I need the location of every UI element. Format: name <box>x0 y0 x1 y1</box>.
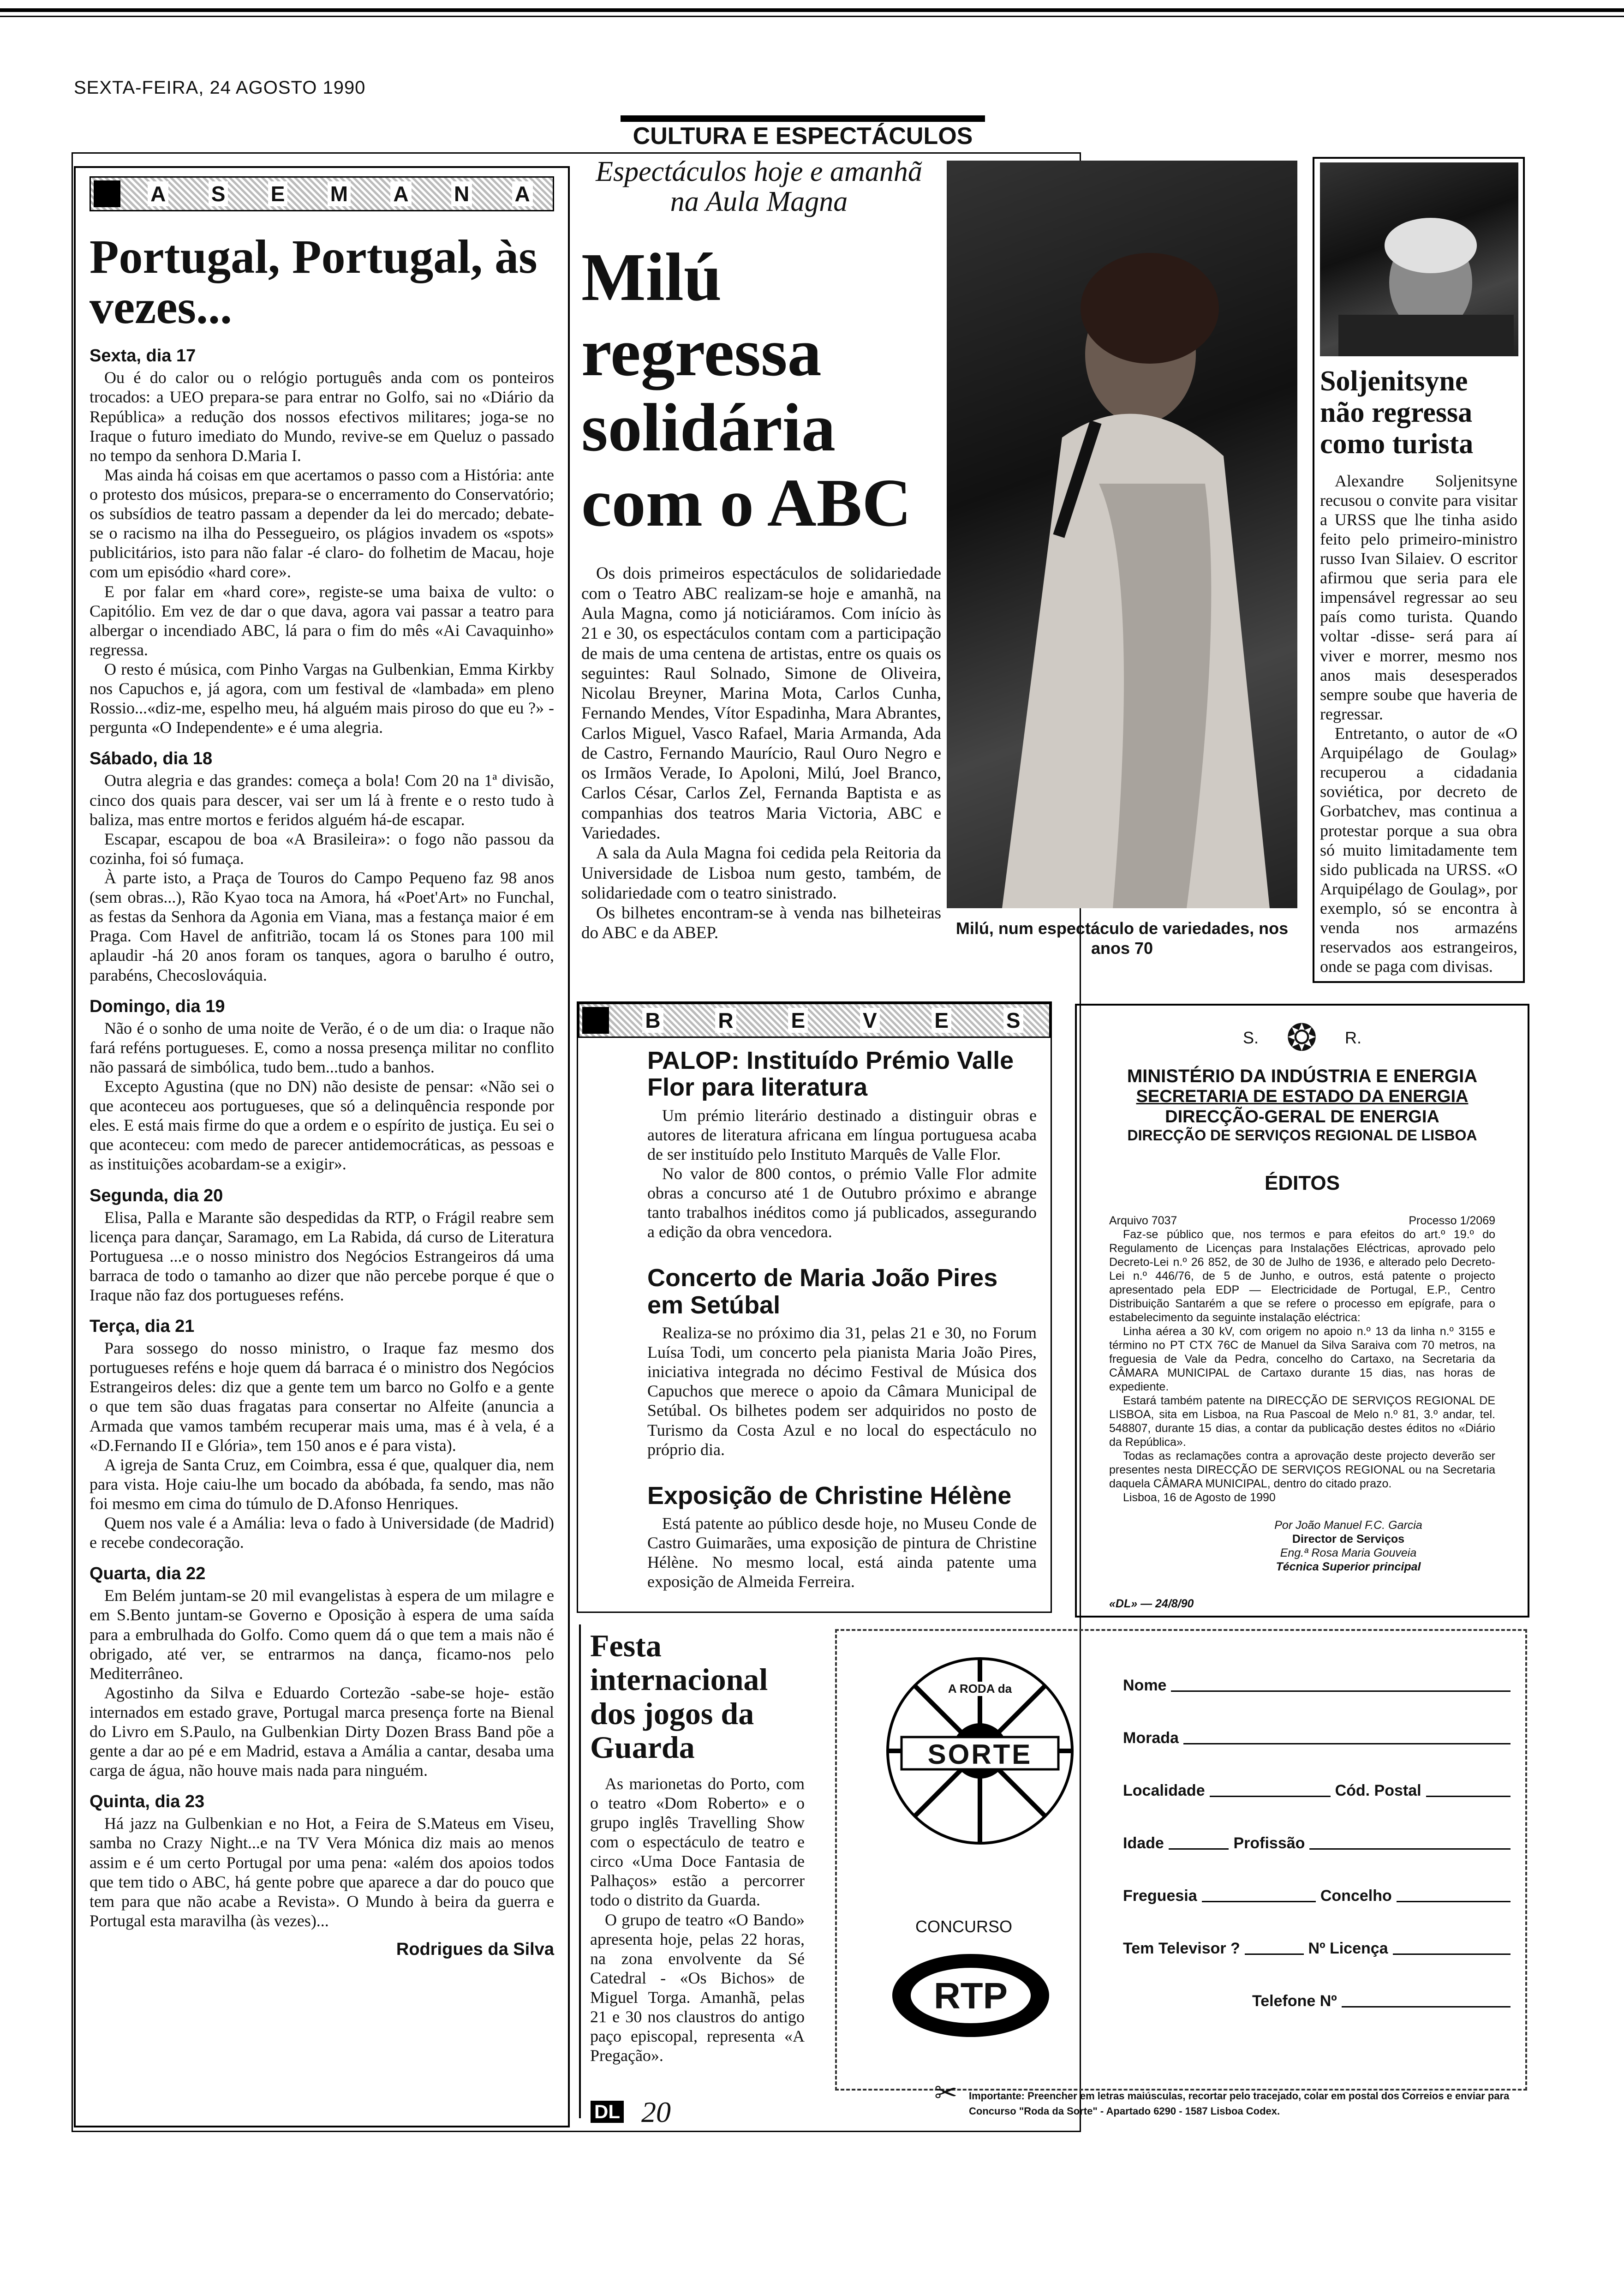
processo: Processo 1/2069 <box>1409 1214 1495 1227</box>
field-televisor[interactable]: Tem Televisor ? Nº Licença <box>1123 1931 1515 1958</box>
soljenitsyne-body <box>1320 471 1517 977</box>
paragraph: Em Belém juntam-se 20 mil evangelistas à espera de um milagre e em S.Bento juntam-se Governo e Oposição à espera de uma saída para a embrulhada do Golfo. Como quem dá o que tem a mais não é obrigado, até ver, se entrarmos na dança, ficamo-nos pelo Mediterrâneo. <box>90 1586 554 1683</box>
editos-box <box>1075 1004 1529 1618</box>
paragraph: Há jazz na Gulbenkian e no Hot, a Feira de S.Mateus em Viseu, samba no Crazy Night...e na TV Vera Mónica diz mais ao menos assim e é um certo Portugal por uma pena: «além dos apoios todos que tem tido o ABC, há gente pobre que aparece a dar do pouco que tem para que não acabe a Revista». O Mundo à beira da guerra e Portugal esta maravilha (às vezes)... <box>90 1814 554 1930</box>
rtp-logo <box>888 1949 1054 2042</box>
singer-silhouette <box>947 161 1297 908</box>
day-heading: Terça, dia 21 <box>90 1317 195 1336</box>
paragraph: No valor de 800 contos, o prémio Valle Flor admite obras a concurso até 1 de Outubro próximo e abrange tanto trabalhos inéditos como já publicados, assegurando a edição da obra vencedora. <box>647 1164 1037 1241</box>
paragraph: A sala da Aula Magna foi cedida pela Reitoria da Universidade de Lisboa num gesto, também, de solidariedade com o teatro sinistrado. <box>581 844 941 903</box>
paragraph: Um prémio literário destinado a distinguir obras e autores de literatura africana em língua portuguesa acaba de ser instituído pelo Instituto Marquês de Valle Flor. <box>647 1106 1037 1163</box>
day-heading: Domingo, dia 19 <box>90 996 225 1016</box>
milu-kicker: Espectáculos hoje e amanhã na Aula Magna <box>596 156 922 218</box>
breves-tag: B R E V E S <box>578 1003 1051 1038</box>
direccao-servicos: DIRECÇÃO DE SERVIÇOS REGIONAL DE LISBOA <box>1127 1127 1477 1144</box>
day-heading: Segunda, dia 20 <box>90 1186 223 1205</box>
coupon-box <box>835 1629 1527 2091</box>
paragraph: O grupo de teatro «O Bando» apresenta hoje, pelas 22 horas, na zona envolvente da Sé Catedral - «Os Bichos» de Miguel Torga. Amanhã, pelas 21 e 30 nos claustros do antigo paço episcopal, representa «A Pregação». <box>590 1910 805 2065</box>
day-heading: Quinta, dia 23 <box>90 1792 205 1812</box>
milu-body <box>577 563 941 943</box>
field-nome[interactable]: Nome <box>1123 1668 1515 1695</box>
paragraph: Excepto Agustina (que no DN) não desiste de pensar: «Não sei o que aconteceu aos portugueses, que só a delinquência responde por eles. E está mais firme do que a ordem e o espírito de justiça. Eu sei o que aconteceu: com medo de parecer antidemocráticas, as pessoas e as instituições acobardam-se a exigir». <box>90 1077 554 1174</box>
day-heading: Quarta, dia 22 <box>90 1564 206 1584</box>
issue-date: SEXTA-FEIRA, 24 AGOSTO 1990 <box>74 78 366 98</box>
paragraph: Todas as reclamações contra a aprovação deste projecto deverão ser presentes nesta DIRECÇÃO DE SERVIÇOS REGIONAL ou na Secretaria daquela CÂMARA MUNICIPAL, dentro do citado prazo. <box>1109 1449 1495 1490</box>
editos-title: ÉDITOS <box>1264 1172 1340 1195</box>
rtp-text: RTP <box>934 1975 1008 2016</box>
milu-headline: Milú regressa solidária com o ABC <box>581 240 912 541</box>
roda-sorte-logo <box>883 1654 1077 1848</box>
paragraph: Mas ainda há coisas em que acertamos o passo com a História: ante o protesto dos músicos, prepara-se o encerramento do Conservatório; os subsídios de teatro passam a depender da lei do mercado; debate-se o racismo na ilha do Pessegueiro, os plágios invadem os «spots» publicitários, isto para não falar -é claro- do folhetim de Macau, hoje com um episódio «hard core». <box>90 465 554 581</box>
paragraph: Agostinho da Silva e Eduardo Cortezão -sabe-se hoje- estão internados em estado grave, Portugal marca presença forte na Bienal do Livro em S.Paulo, na Gulbenkian Dirty Dozen Brass Band põe a gente a dar ao pé e em Madrid, estava a Amália a cantar, desaba uma carga de água, não houve mais nada para ninguém. <box>90 1683 554 1780</box>
paragraph: Alexandre Soljenitsyne recusou o convite para visitar a URSS que lhe tinha asido feito pelo primeiro-ministro russo Ivan Silaiev. O escritor afirmou que seria para ele impensável regressar ao seu país como turista. Quando voltar -disse- será para aí viver e morrer, mesmo nos anos mais desesperados sempre soube que haveria de regressar. <box>1320 471 1517 723</box>
arquivo: Arquivo 7037 <box>1109 1214 1177 1227</box>
ministry: MINISTÉRIO DA INDÚSTRIA E ENERGIA <box>1127 1066 1478 1086</box>
paragraph: Elisa, Palla e Marante são despedidas da RTP, o Frágil reabre sem licença para dançar, Saramago, em La Rabida, dá curso de Literatura Portuguesa ...e o nosso ministro dos Negócios Estrangeiros dá uma barraca de todo o tamanho ao dizer que não percebe porque é que o Iraque não faz dos portugueses reféns. <box>90 1208 554 1304</box>
milu-caption: Milú, num espectáculo de variedades, nos anos 70 <box>955 919 1289 958</box>
breve-headline: PALOP: Instituído Prémio Valle Flor para literatura <box>647 1047 1014 1102</box>
semana-box <box>74 166 570 2127</box>
paragraph: Escapar, escapou de boa «A Brasileira»: o fogo não passou da cozinha, foi só fumaça. <box>90 829 554 868</box>
paragraph: Quem nos vale é a Amália: leva o fado à Universidade (de Madrid) e recebe condecoração. <box>90 1514 554 1552</box>
secretaria: SECRETARIA DE ESTADO DA ENERGIA <box>1136 1087 1469 1106</box>
dl-logo: DL <box>591 2101 624 2123</box>
day-heading: Sábado, dia 18 <box>90 749 213 769</box>
paragraph: Ou é do calor ou o relógio português anda com os ponteiros trocados: a UEO prepara-se para entrar no Golfo, sai no «Diário da República» a redução dos nossos efectivos militares; joga-se no Iraque o futuro imediato do Mundo, revive-se em Queluz o passado no tempo da senhora D.Maria I. <box>90 368 554 465</box>
paragraph: Os bilhetes encontram-se à venda nas bilheteiras do ABC e da ABEP. <box>581 904 941 943</box>
paragraph: Faz-se público que, nos termos e para efeitos do art.º 19.º do Regulamento de Licenças para Instalações Eléctricas, aprovado pelo Decreto-Lei n.º 26 852, de 30 de Julho de 1936, e alterado pelo Decreto-Lei n.º 446/76, de 5 de Junho, e outros, está patente o projecto apresentado pela EDP — Electricidade de Portugal, E.P., Centro Distribuição Santarém a que se refere o processo em epígrafe, para o estabelecimento da seguinte instalação eléctrica: <box>1109 1228 1495 1324</box>
semana-headline: Portugal, Portugal, às vezes... <box>90 230 537 334</box>
paragraph: À parte isto, a Praça de Touros do Campo Pequeno faz 98 anos (sem obras...), Rão Kyao toca na Amora, há «Poet'Art» no Funchal, as festas da Senhora da Agonia em Viana, mas a festança maior é em Praga. Com Havel de anfitrião, tocam lá os Stones para 100 mil aplaudir -há 20 anos foram os tanques, agora o barulho é outro, parabéns, Checoslováquia. <box>90 869 554 984</box>
festa-body <box>590 1774 805 2066</box>
field-morada[interactable]: Morada <box>1123 1720 1515 1747</box>
field-telefone[interactable]: Telefone Nº <box>1123 1983 1515 2010</box>
breve-headline: Exposição de Christine Hélène <box>647 1481 1012 1510</box>
soljenitsyne-box <box>1313 157 1525 983</box>
top-rule <box>0 8 1624 12</box>
roda-top-text: A RODA da <box>938 1682 1021 1696</box>
scissors-icon: ✂ <box>934 2077 958 2108</box>
paragraph: Realiza-se no próximo dia 31, pelas 21 e 30, no Forum Luísa Todi, um concerto pela pianista Maria João Pires, iniciativa integrada no décimo Festival de Música dos Capuchos que merece o apoio da Câmara Municipal de Setúbal. Os bilhetes podem ser adquiridos no posto de Turismo da Costa Azul e no local do espectáculo no próprio dia. <box>647 1324 1037 1459</box>
field-idade[interactable]: Idade Profissão <box>1123 1826 1515 1852</box>
paragraph: Entretanto, o autor de «O Arquipélago de Goulag» recuperou a cidadania soviética, por decreto de Gorbatchev, mas continua a protestar porque a sua obra só muito limitadamente tem sido publicada na URSS. «O Arquipélago de Goulag», por exemplo, só se encontra à venda nos armazéns reservados aos estrangeiros, onde se paga com divisas. <box>1320 724 1517 976</box>
paragraph: E por falar em «hard core», registe-se uma baixa de vulto: o Capitólio. Em vez de dar o que dava, agora vai passar a teatro para albergar o incendiado ABC, lá para o fim do mês «Ai Cavaquinho» regressa. <box>90 582 554 659</box>
concurso-label: CONCURSO <box>915 1917 1013 1936</box>
signer2: Eng.ª Rosa Maria Gouveia <box>1280 1546 1417 1559</box>
day-heading: Sexta, dia 17 <box>90 346 196 366</box>
top-rule-thin <box>0 16 1624 17</box>
soljenitsyne-photo <box>1320 162 1518 356</box>
semana-days <box>90 346 554 1930</box>
paragraph: Outra alegria e das grandes: começa a bola! Com 20 na 1ª divisão, cinco dos quais para descer, vai ser um lá à frente e o resto tudo à baliza, mas entre mortos e feridos alguém há-de escapar. <box>90 771 554 829</box>
signer1: Por João Manuel F.C. Garcia <box>1274 1518 1422 1532</box>
paragraph: Estará também patente na DIRECÇÃO DE SERVIÇOS REGIONAL DE LISBOA, sita em Lisboa, na Rua Pascoal de Melo n.º 81, 3.º andar, tel. 548807, durante 15 dias, a contar da publicação destes éditos no «Diário da República». <box>1109 1394 1495 1449</box>
paragraph: A igreja de Santa Cruz, em Coimbra, essa é que, qualquer dia, nem para vista. Hoje caiu-lhe um bocado da abóbada, fa sendo, mas não foi mesmo em cima do túmulo de D.Afonso Henriques. <box>90 1455 554 1513</box>
section-title: CULTURA E ESPECTÁCULOS <box>621 115 985 151</box>
roda-main-text: SORTE <box>927 1739 1033 1770</box>
editos-body <box>1100 1228 1505 1491</box>
paragraph: Para sossego do nosso ministro, o Iraque faz mesmo dos portugueses reféns e hoje quem dá barraca é o ministro dos Negócios Estrangeiros deles: diz que a gente tem um barco no Golfo e a gente o que tem são duas fragatas para consertar no Alfeite (anuncia a Armada que vamos também recuperar mais uma, mas é à vela, é a «D.Fernando II e Glória», tem 150 anos e é para vista). <box>90 1339 554 1455</box>
festa-headline: Festa internacional dos jogos da Guarda <box>590 1628 768 1765</box>
paragraph: Os dois primeiros espectáculos de solidariedade com o Teatro ABC realizam-se hoje e amanhã, na Aula Magna, como já noticiáramos. Com início às 21 e 30, os espectáculos contam com a participação de mais de uma centena de artistas, entre os quais os seguintes: Raul Solnado, Simone de Oliveira, Nicolau Breyner, Marina Mota, Carlos Cunha, Fernando Mendes, Vítor Espadinha, Mara Abrantes, Carlos Miguel, Vasco Rafael, Maria Armanda, Ada de Castro, Fernando Maurício, Raul Ouro Negro e os Irmãos Verade, Io Apoloni, Milú, Joel Branco, Carlos César, Carlos Zel, Fernanda Baptista e as companhias dos teatros Maria Victoria, ABC e Variedades. <box>581 564 941 843</box>
editos-date: Lisboa, 16 de Agosto de 1990 <box>1123 1491 1276 1504</box>
paragraph: O resto é música, com Pinho Vargas na Gulbenkian, Emma Kirkby nos Capuchos e, já agora, com um festival de «lambada» em pleno Rossio...«diz-me, espelho meu, há alguém mais piroso do que eu ?» -pergunta «O Independente» e é uma alegria. <box>90 660 554 737</box>
direccao-geral: DIRECÇÃO-GERAL DE ENERGIA <box>1165 1107 1439 1127</box>
field-freguesia[interactable]: Freguesia Concelho <box>1123 1878 1515 1905</box>
festa-article <box>579 1624 812 2118</box>
signer2-role: Técnica Superior principal <box>1276 1560 1421 1573</box>
semana-tag: A S E M A N A <box>90 176 554 211</box>
soljenitsyne-headline: Soljenitsyne não regressa como turista <box>1320 366 1474 460</box>
milu-photo <box>947 161 1297 908</box>
breve-headline: Concerto de Maria João Pires em Setúbal <box>647 1264 998 1319</box>
emblem-right: R. <box>1345 1028 1362 1047</box>
page-number: 20 <box>641 2096 671 2128</box>
milu-article <box>577 157 941 978</box>
paragraph: As marionetas do Porto, com o teatro «Dom Roberto» e o grupo inglês Travelling Show com o espectáculo de teatro e circo «Uma Doce Fantasia de Palhaços» estão a percorrer todo o distrito da Guarda. <box>590 1774 805 1910</box>
coat-of-arms-icon: ❂ <box>1286 1017 1318 1058</box>
breves-items <box>592 1047 1037 1592</box>
semana-signature: Rodrigues da Silva <box>396 1940 554 1959</box>
signer1-role: Director de Serviços <box>1292 1532 1405 1546</box>
paragraph: Não é o sonho de uma noite de Verão, é o de um dia: o Iraque não fará reféns portugueses. E, como a nossa presença militar no conflito não passará de simbólica, tudo bem...tudo a banhos. <box>90 1019 554 1076</box>
emblem-left: S. <box>1242 1028 1259 1047</box>
editos-dl: «DL» — 24/8/90 <box>1109 1597 1194 1610</box>
paragraph: Linha aérea a 30 kV, com origem no apoio n.º 13 da linha n.º 3155 e término no PT CTX 76C de Manuel da Silva Saraiva com 70 metros, na freguesia de Vale da Pedra, concelho do Cartaxo, na Secretaria da CÂMARA MUNICIPAL de Cartaxo durante 15 dias, nas horas de expediente. <box>1109 1324 1495 1393</box>
coupon-note: Importante: Preencher em letras maiúsculas, recortar pelo tracejado, colar em postal dos Correios e enviar para Concurso "Roda da Sorte" - Apartado 6290 - 1587 Lisboa Codex. <box>969 2090 1510 2117</box>
paragraph: Está patente ao público desde hoje, no Museu Conde de Castro Guimarães, uma exposição de pintura de Christine Hélène. No mesmo local, está ainda patente uma exposição de Almeida Ferreira. <box>647 1514 1037 1591</box>
field-localidade[interactable]: Localidade Cód. Postal <box>1123 1773 1515 1800</box>
breves-box <box>577 1001 1052 1613</box>
